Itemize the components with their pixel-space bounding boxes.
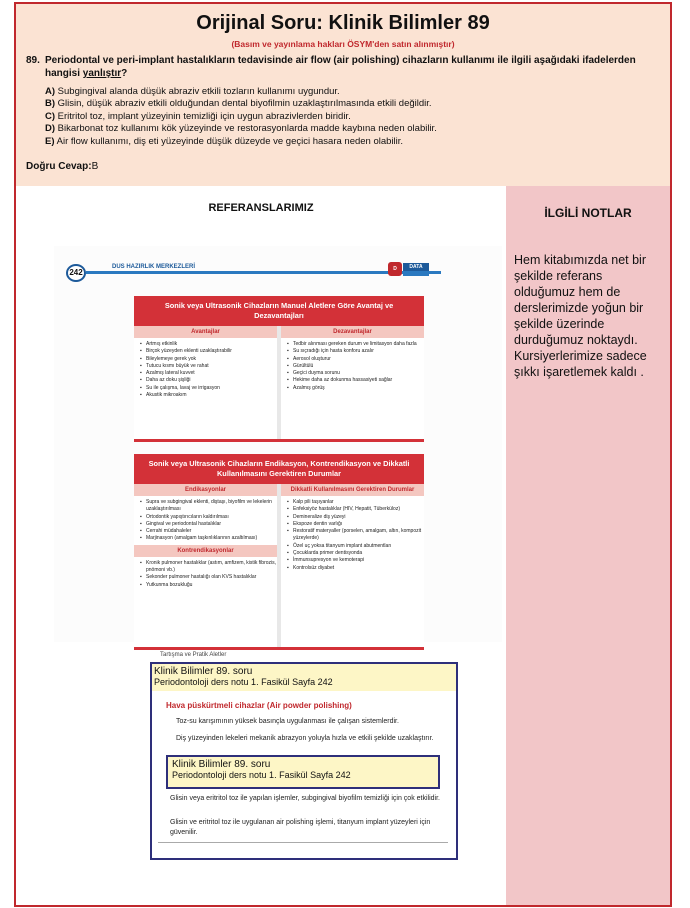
list-item: ▪ Cerrahi müdahaleler xyxy=(140,528,277,535)
advantages-column xyxy=(134,326,277,399)
indications-column xyxy=(134,484,277,589)
list-item: ▪ Kalp pili taşıyanlar xyxy=(287,499,424,506)
table-bottom-rule xyxy=(134,647,424,650)
excerpt-paragraph: Toz-su karışımının yüksek basınçla uygulanması ile çalışan sistemlerdir. xyxy=(176,718,399,725)
column-header: Dikkatli Kullanılmasını Gerektiren Durumlar xyxy=(281,484,424,496)
question-section xyxy=(16,4,670,186)
question-stem-end: ? xyxy=(121,68,128,79)
option-letter: A) xyxy=(45,86,56,97)
list-item: ▪ Yutkunma bozukluğu xyxy=(140,582,277,589)
list-item: ▪ Aerosol oluşturur xyxy=(287,356,424,363)
list-item: ▪ Gingival ve periodontal hastalıklar xyxy=(140,521,277,528)
list-item: ▪ İmmunsupresyon ve kemoterapi xyxy=(287,557,424,564)
list-item: ▪ Su ile çalışma, lavaj ve irrigasyon xyxy=(140,385,277,392)
correct-answer xyxy=(26,161,98,172)
indications-table xyxy=(134,454,424,650)
list-item: ▪ Restoratif materyaller (porselen, amalgam, altın, kompozit yüzeylerde) xyxy=(287,528,424,543)
column-header: Kontrendikasyonlar xyxy=(134,545,277,557)
option-letter: B) xyxy=(45,98,56,110)
page-title: Orijinal Soru: Klinik Bilimler 89 xyxy=(196,12,490,34)
column-header: Endikasyonlar xyxy=(134,484,277,496)
option-text: Glisin, düşük abraziv etkili olduğundan dental biyofilmin uzaklaştırılmasında etkili değildir. xyxy=(57,98,432,110)
table-title: Sonik veya Ultrasonik Cihazların Endikasyon, Kontrendikasyon ve Dikkatli Kullanılmasını Gerektiren Durumlar xyxy=(134,454,424,484)
option-c xyxy=(45,111,645,123)
list-item: ▪ Tutucu kısmı büyük ve rahat xyxy=(140,363,277,370)
excerpt-paragraph: Glisin ve eritritol toz ile uygulanan air polishing işlemi, titanyum implant yüzeyleri için güvenilir. xyxy=(170,819,431,836)
option-b xyxy=(45,98,645,110)
option-text: Eritritol toz, implant yüzeyinin temizliği için uygun abrazivlerden biridir. xyxy=(57,110,351,122)
option-letter: D) xyxy=(45,123,56,135)
column-header: Avantajlar xyxy=(134,326,277,338)
advantages-list xyxy=(134,338,277,399)
question-stem-main: Periodontal ve peri-implant hastalıkların tedavisinde air flow (air polishing) cihazların kullanımı ile ilgili aşağıdaki ifadelerden hangisi xyxy=(45,55,636,79)
answer-options xyxy=(45,86,645,148)
correct-answer-value: B xyxy=(91,161,99,172)
excerpt-paragraph: Glisin veya eritritol toz ile yapılan işlemler, subgingival biyofilm temizliği için çok etkilidir. xyxy=(170,795,440,802)
option-a xyxy=(45,86,645,98)
table-bottom-rule xyxy=(134,439,424,442)
list-item: ▪ Bileylemeye gerek yok xyxy=(140,356,277,363)
list-item: ▪ Akustik mikroakım xyxy=(140,392,277,399)
question-stem xyxy=(26,54,646,80)
caution-list xyxy=(281,496,424,572)
citation-title: Klinik Bilimler 89. soru xyxy=(172,759,271,770)
caution-column xyxy=(281,484,424,572)
copyright-note: (Basım ve yayınlama hakları ÖSYM'den satın alınmıştır) xyxy=(231,39,455,49)
correct-answer-label: Doğru Cevap: xyxy=(26,161,92,172)
list-item: ▪ Sekonder pulmoner hastalığı olan KVS hastalıklar xyxy=(140,574,277,581)
list-item: ▪ Gürültülü xyxy=(287,363,424,370)
option-d xyxy=(45,123,645,135)
list-item: ▪ Hekime daha az dokunma hassasiyeti sağlar xyxy=(287,377,424,384)
book-section-name: DUS HAZIRLIK MERKEZLERİ xyxy=(112,264,195,270)
question-negation: yanlıştır xyxy=(82,68,122,79)
indications-list xyxy=(134,496,277,543)
list-item: ▪ Enfeksiyöz hastalıklar (HIV, Hepatit, Tüberküloz) xyxy=(287,506,424,513)
logo-stripe xyxy=(403,272,429,276)
table-columns xyxy=(134,484,424,650)
list-item: ▪ Marjinasyon (amalgam taşkınlıklarının azaltılması) xyxy=(140,535,277,542)
list-item: ▪ Tedbir alınması gereken durum ve limitasyon daha fazla xyxy=(287,341,424,348)
option-text: Air flow kullanımı, diş eti yüzeyinde düşük düzeyde ve geçici hasara neden olabilir. xyxy=(56,135,404,147)
question-text xyxy=(45,54,646,80)
list-item: ▪ Daha az doku şişliği xyxy=(140,377,277,384)
publisher-logo xyxy=(388,260,430,280)
citation-source: Periodontoloji ders notu 1. Fasikül Sayfa 242 xyxy=(154,677,333,687)
lecture-notes-excerpt xyxy=(150,652,458,860)
excerpt-heading: Hava püskürtmeli cihazlar (Air powder polishing) xyxy=(166,701,352,710)
references-section xyxy=(16,186,506,907)
list-item: ▪ Birçok yüzeyden eklenti uzaklaştırabilir xyxy=(140,348,277,355)
page-frame xyxy=(14,2,672,907)
notes-section xyxy=(506,186,670,907)
list-item: ▪ Kronik pulmoner hastalıklar (astım, amfizem, kistik fibrozis, pnömoni vb.) xyxy=(140,560,277,575)
list-item: ▪ Özel uç yoksa titanyum implant abutmentları xyxy=(287,543,424,550)
book-page-number: 242 xyxy=(66,264,86,282)
citation-source: Periodontoloji ders notu 1. Fasikül Sayfa 242 xyxy=(172,770,351,780)
disadvantages-column xyxy=(281,326,424,392)
column-header: Dezavantajlar xyxy=(281,326,424,338)
notes-title: İLGİLİ NOTLAR xyxy=(544,206,632,220)
option-text: Subgingival alanda düşük abraziv etkili tozların kullanımı uygundur. xyxy=(57,86,340,97)
list-item: ▪ Ortodontik yapıştırıcıların kaldırılması xyxy=(140,514,277,521)
table-columns xyxy=(134,326,424,442)
option-e xyxy=(45,136,645,148)
list-item: ▪ Demineralize diş yüzeyi xyxy=(287,514,424,521)
book-header xyxy=(58,262,438,284)
option-text: Bikarbonat toz kullanımı kök yüzeyinde ve restorasyonlarda madde kaybına neden olabilir. xyxy=(57,123,437,135)
list-item: ▪ Ekspoze dentin varlığı xyxy=(287,521,424,528)
option-letter: E) xyxy=(45,135,55,147)
list-item: ▪ Kontrolsüz diyabet xyxy=(287,565,424,572)
list-item: ▪ Azalmış görüş xyxy=(287,385,424,392)
logo-mark: D xyxy=(388,262,402,276)
table-title: Sonik veya Ultrasonik Cihazların Manuel Aletlere Göre Avantaj ve Dezavantajları xyxy=(134,296,424,326)
list-item: ▪ Supra ve subgingival eklenti, diştaşı, biyofilm ve lekelerin uzaklaştırılması xyxy=(140,499,277,514)
logo-text: DATA xyxy=(403,263,429,271)
list-item: ▪ Geçici duyma sorunu xyxy=(287,370,424,377)
question-number: 89. xyxy=(26,55,40,66)
list-item: ▪ Azalmış lateral kuvvet xyxy=(140,370,277,377)
disadvantages-list xyxy=(281,338,424,392)
citation-box xyxy=(152,664,456,691)
contraindications-list xyxy=(134,557,277,589)
list-item: ▪ Artmış etkinlik xyxy=(140,341,277,348)
excerpt-bottom-rule xyxy=(158,842,448,843)
option-letter: C) xyxy=(45,110,56,122)
list-item: ▪ Çocuklarda primer dentisyonda xyxy=(287,550,424,557)
advantages-table xyxy=(134,296,424,442)
references-title: REFERANSLARIMIZ xyxy=(208,202,314,214)
excerpt-paragraph: Diş yüzeyinden lekeleri mekanik abrazyon yoluyla hızla ve etkili şekilde uzaklaştırır. xyxy=(176,735,434,742)
citation-box xyxy=(166,755,440,789)
book-page-image xyxy=(54,246,502,642)
citation-title: Klinik Bilimler 89. soru xyxy=(154,666,253,677)
partially-hidden-heading: Tartışma ve Pratik Aletler xyxy=(160,652,227,658)
list-item: ▪ Su sıçradığı için hasta konforu azalır xyxy=(287,348,424,355)
notes-text: Hem kitabımızda net bir şekilde referans olduğumuz hem de derslerimizde yoğun bir şekilde üzerinde durduğumuz noktaydı. Kursiyerlerimize sadece şıkkı işaretlemek kaldı . xyxy=(514,253,647,379)
